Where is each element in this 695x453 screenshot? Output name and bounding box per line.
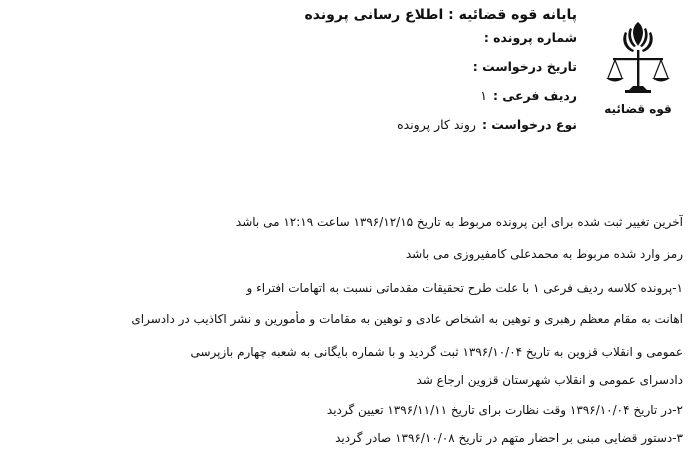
history-line: عمومی و انقلاب قزوین به تاریخ ۱۳۹۶/۱۰/۰۴ ثبت گردید و با شماره بایگانی به شعبه چهارم بازپرسی (190, 345, 683, 359)
field-label: ردیف فرعی : (492, 88, 577, 103)
history-line: ۲-در تاریخ ۱۳۹۶/۱۰/۰۴ وقت نظارت برای تاریخ ۱۳۹۶/۱۱/۱۱ تعیین گردید (326, 403, 683, 417)
field-sub-row (247, 86, 577, 115)
field-request-type (247, 115, 577, 144)
emblem-caption: قوه قضائیه (604, 102, 672, 116)
field-case-number (247, 28, 577, 57)
judiciary-emblem (595, 16, 681, 126)
scales-of-justice-icon (603, 16, 673, 106)
field-label: شماره پرونده : (483, 30, 577, 45)
history-line: دادسرای عمومی و انقلاب شهرستان قزوین ارجاع شد (416, 373, 683, 387)
field-label: تاریخ درخواست : (472, 59, 577, 74)
history-line: ۱-پرونده کلاسه ردیف فرعی ۱ با علت طرح تحقیقات مقدماتی نسبت به اتهامات افتراء و (246, 281, 683, 295)
password-owner-line: رمز وارد شده مربوط به محمدعلی کامفیروزی می باشد (405, 247, 683, 261)
page-title: پایانه قوه قضائیه : اطلاع رسانی پرونده (304, 7, 577, 23)
field-label: نوع درخواست : (481, 117, 577, 132)
history-line: اهانت به مقام معظم رهبری و توهین به اشخاص عادی و توهین به مقامات و مأمورین و نشر اکاذیب در دادسرای (131, 312, 683, 326)
history-line: ۳-دستور قضایی مبنی بر احضار متهم در تاریخ ۱۳۹۶/۱۰/۰۸ صادر گردید (335, 431, 683, 445)
field-value: ۱ (480, 88, 487, 103)
field-request-date (247, 57, 577, 86)
last-change-line: آخرین تغییر ثبت شده برای این پرونده مربوط به تاریخ ۱۳۹۶/۱۲/۱۵ ساعت ۱۲:۱۹ می باشد (235, 215, 683, 229)
case-info (247, 4, 577, 144)
field-value: روند کار پرونده (397, 117, 476, 132)
document-header (0, 0, 695, 162)
